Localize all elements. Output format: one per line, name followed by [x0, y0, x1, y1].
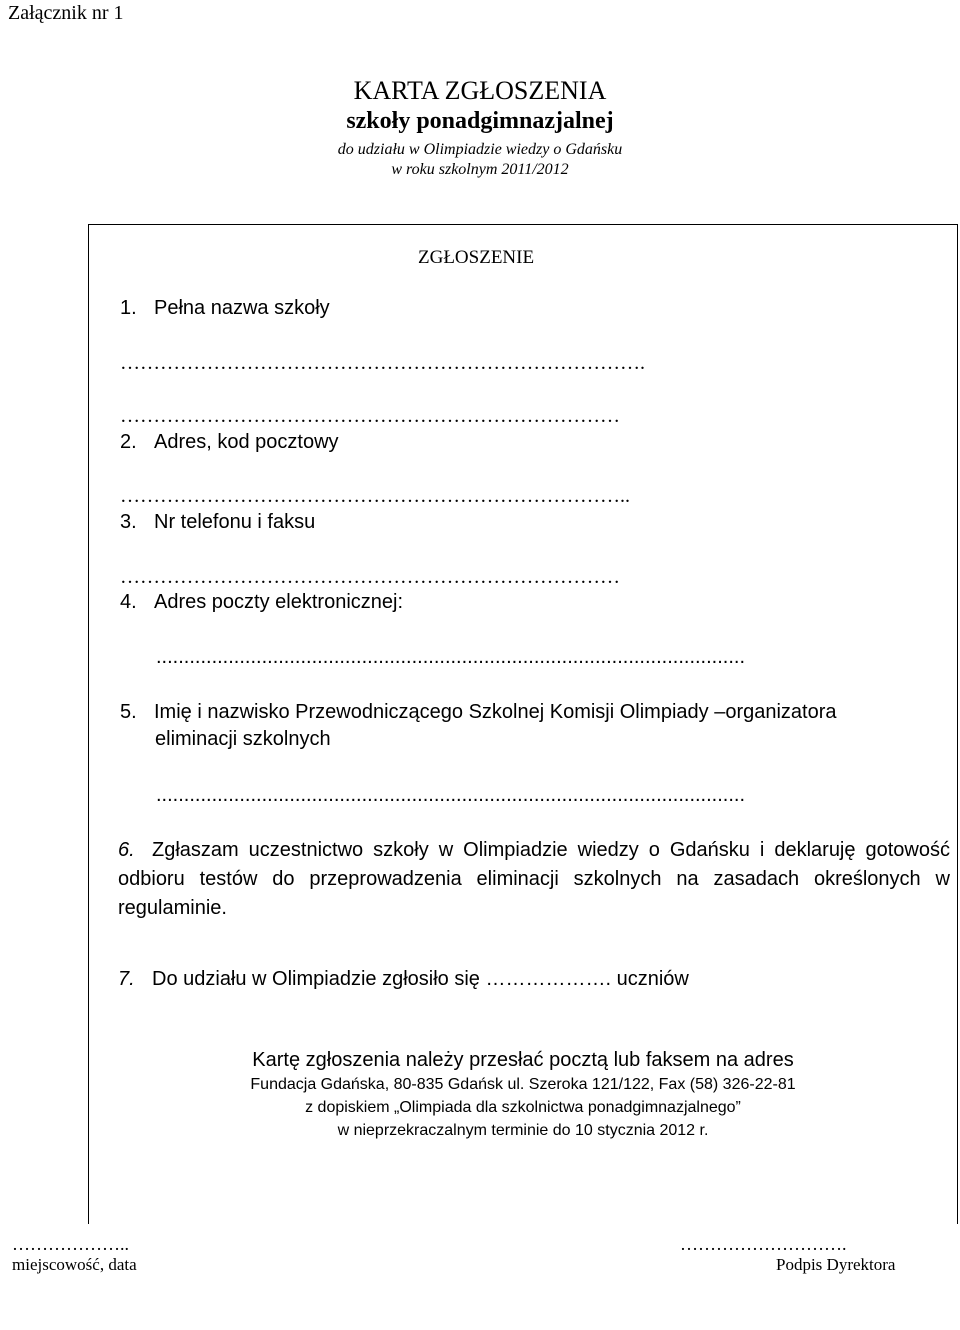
fill-line[interactable]: ……………………………………………………………………. — [120, 352, 645, 374]
item-label-continuation: eliminacji szkolnych — [155, 728, 331, 750]
fill-line[interactable]: ………………………………………………………………… — [120, 566, 620, 588]
item-number: 2. — [120, 431, 137, 453]
place-date-field[interactable]: ……………….. — [12, 1234, 129, 1254]
item-declaration — [118, 836, 950, 923]
item-label: Zgłaszam uczestnictwo szkoły w Olimpiadzie wiedzy o Gdańsku i deklaruję gotowość odbioru testów do przeprowadzenia eliminacji szkolnych na zasadach określonych w regulaminie. — [118, 839, 950, 919]
item-address — [120, 431, 339, 454]
director-signature-field[interactable]: ………………………. — [680, 1234, 847, 1254]
section-heading: ZGŁOSZENIE — [418, 247, 535, 268]
item-label: Adres poczty elektronicznej: — [154, 591, 404, 613]
item-label: Do udziału w Olimpiadzie zgłosiło się ………………. uczniów — [152, 968, 689, 990]
foundation-address: Fundacja Gdańska, 80-835 Gdańsk ul. Szeroka 121/122, Fax (58) 326-22-81 — [250, 1076, 796, 1093]
form-title: KARTA ZGŁOSZENIA — [353, 76, 607, 105]
note-annotation: z dopiskiem „Olimpiada dla szkolnictwa ponadgimnazjalnego” — [305, 1099, 741, 1116]
item-number: 4. — [120, 591, 137, 613]
form-subtitle: szkoły ponadgimnazjalnej — [346, 108, 614, 134]
deadline: w nieprzekraczalnym terminie do 10 stycznia 2012 r. — [337, 1122, 709, 1139]
send-instruction: Kartę zgłoszenia należy przesłać pocztą lub faksem na adres — [252, 1049, 794, 1071]
fill-line[interactable]: ………………………………………………………………….. — [120, 485, 630, 507]
item-number: 6. — [118, 839, 135, 861]
item-number: 5. — [120, 701, 137, 723]
item-chairman — [120, 701, 837, 724]
director-signature-label: Podpis Dyrektora — [776, 1255, 896, 1274]
item-label: Nr telefonu i faksu — [154, 511, 316, 533]
item-email — [120, 591, 403, 614]
fill-line[interactable]: .......................................................................................................... — [156, 646, 746, 668]
item-participants — [118, 968, 689, 991]
fill-line[interactable]: .......................................................................................................... — [156, 784, 746, 806]
school-year: w roku szkolnym 2011/2012 — [391, 161, 569, 178]
item-phone-fax — [120, 511, 315, 534]
item-school-name — [120, 297, 330, 320]
item-number: 1. — [120, 297, 137, 319]
item-number: 3. — [120, 511, 137, 533]
form-purpose: do udziału w Olimpiadzie wiedzy o Gdańsku — [337, 141, 623, 158]
fill-line[interactable]: ………………………………………………………………… — [120, 405, 620, 427]
item-label: Adres, kod pocztowy — [154, 431, 339, 453]
item-number: 7. — [118, 968, 135, 990]
annex-label: Załącznik nr 1 — [8, 2, 124, 24]
place-date-label: miejscowość, data — [12, 1255, 137, 1274]
item-label: Pełna nazwa szkoły — [154, 297, 330, 319]
item-label: Imię i nazwisko Przewodniczącego Szkolnej Komisji Olimpiady –organizatora — [154, 701, 837, 723]
